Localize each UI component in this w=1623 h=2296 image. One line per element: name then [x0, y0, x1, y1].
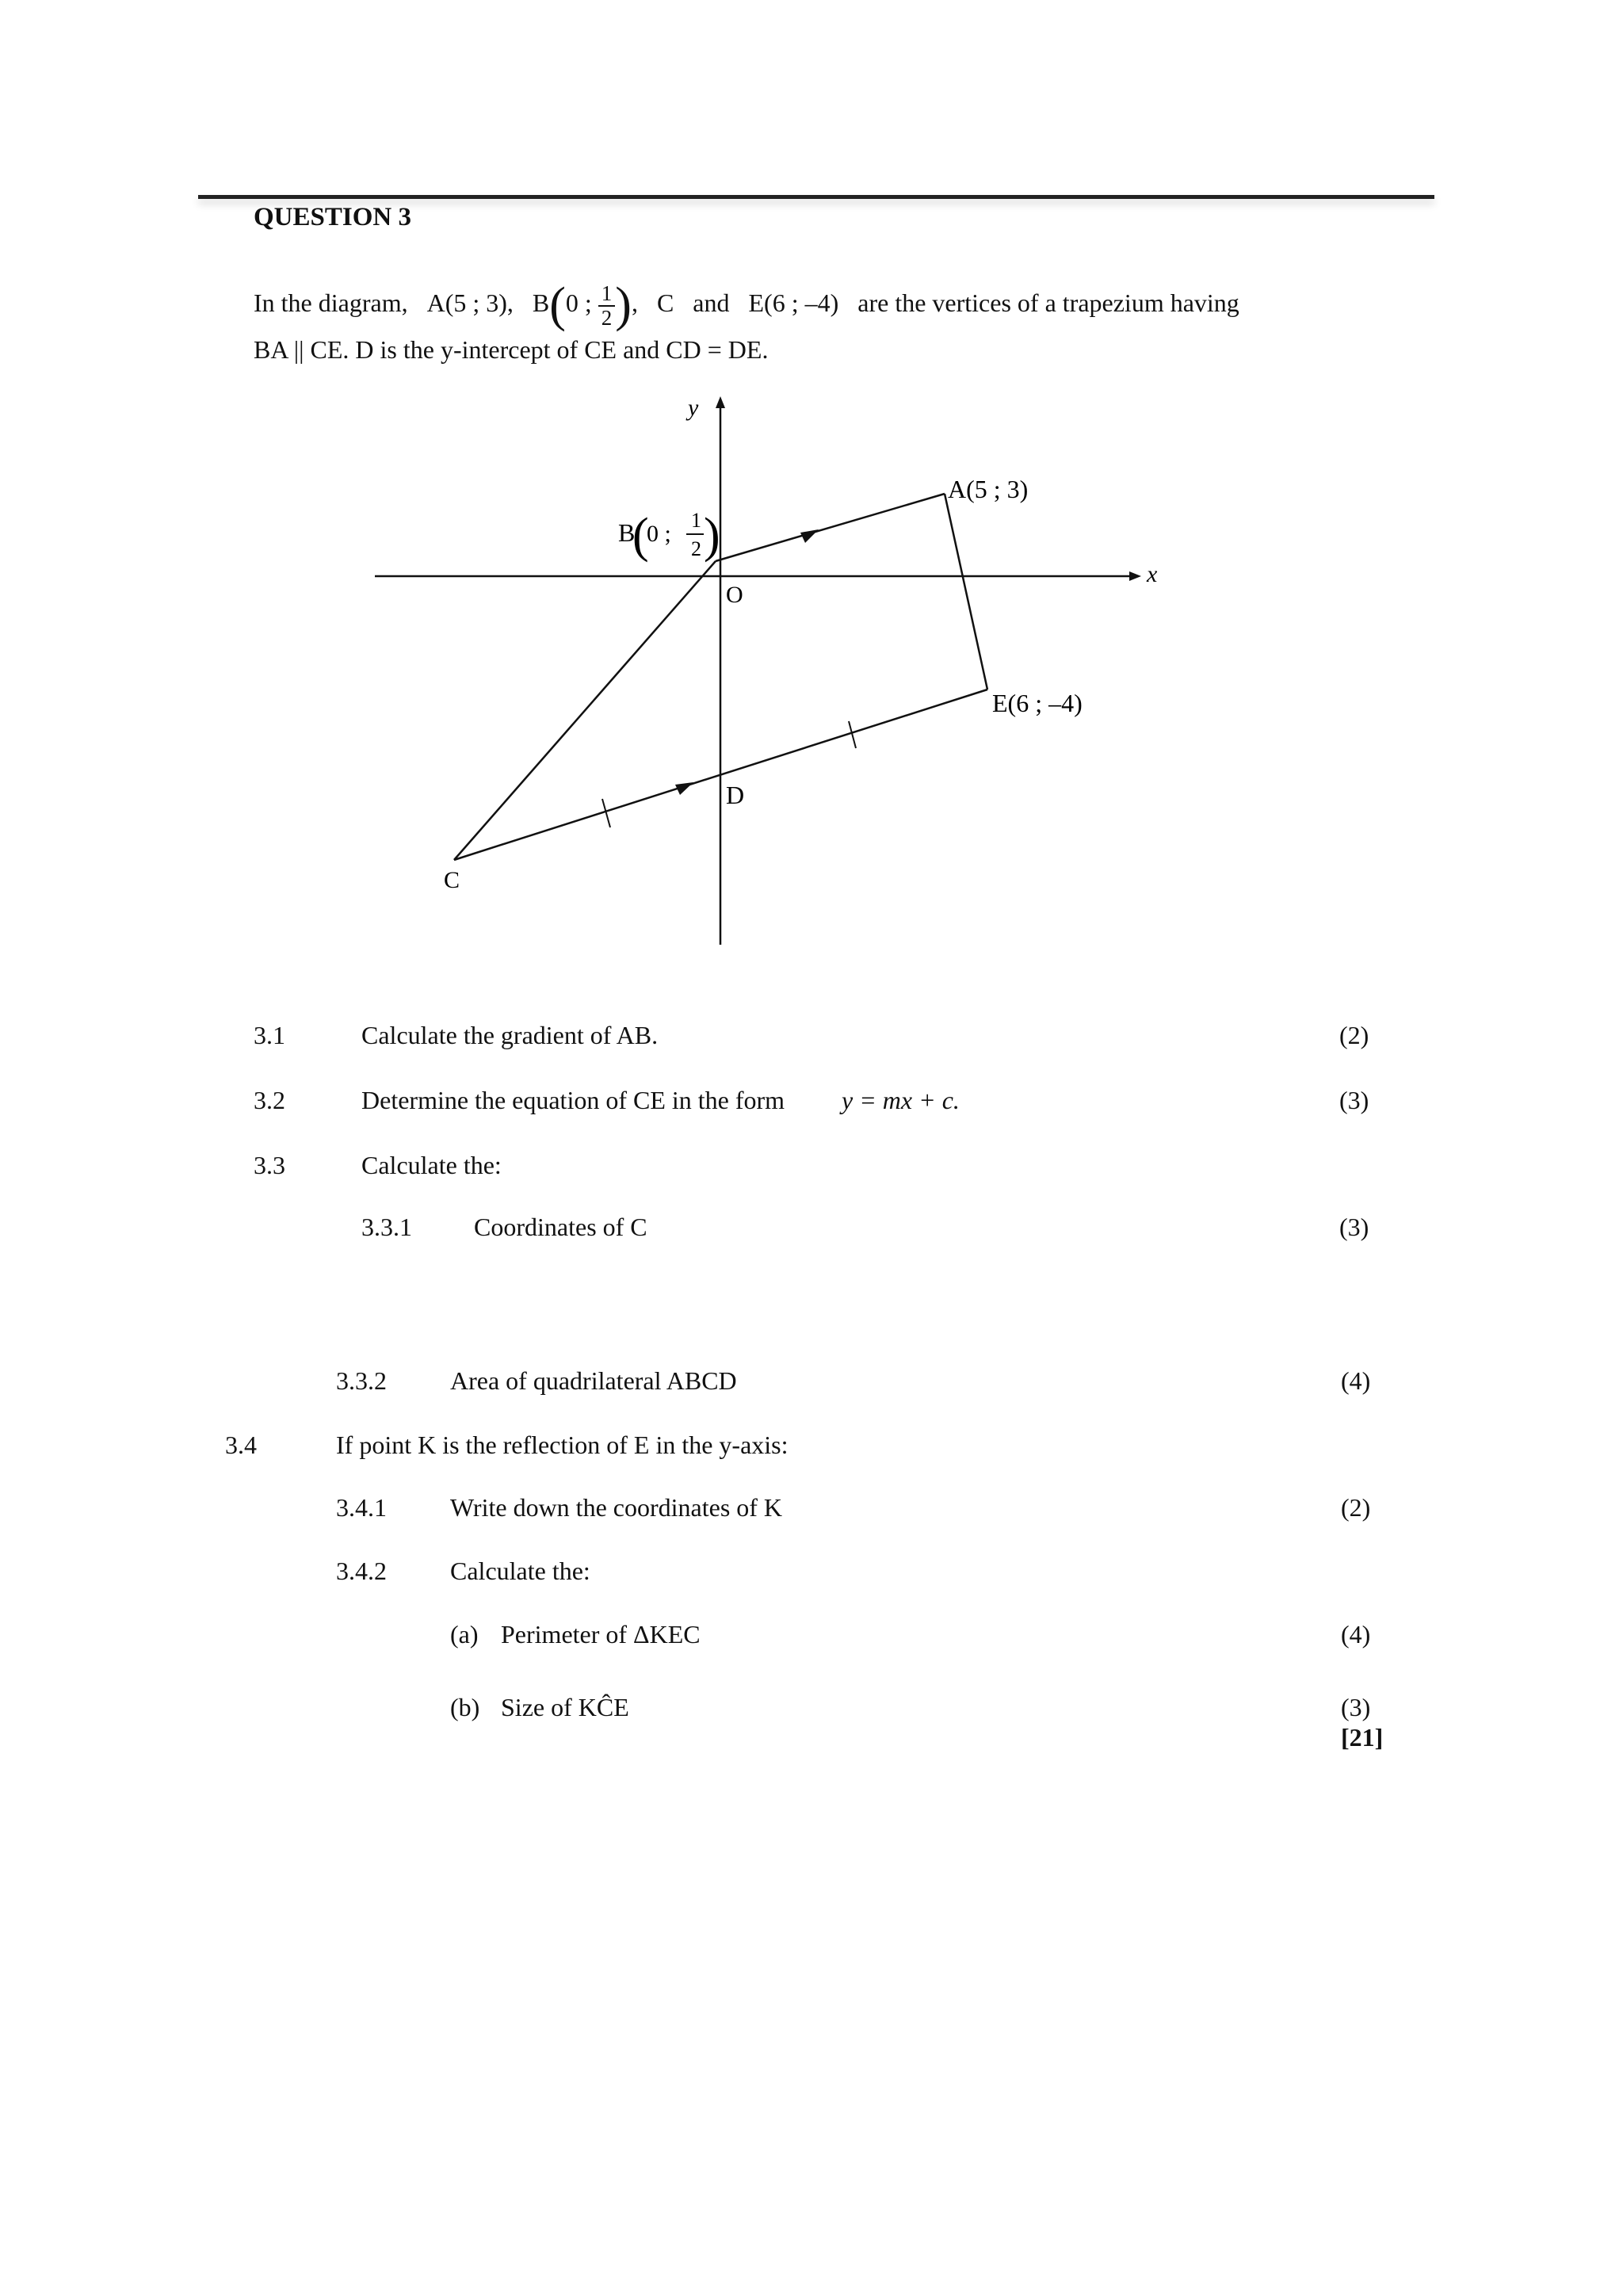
q-text: Area of quadrilateral ABCD	[450, 1366, 737, 1395]
q-text: Coordinates of C	[474, 1213, 647, 1241]
label-d: D	[726, 781, 745, 809]
q-text: Calculate the gradient of AB.	[361, 1021, 659, 1049]
q-number: (a)	[450, 1620, 479, 1648]
x-axis-arrow-icon	[1129, 571, 1141, 581]
intro-point-b-x: 0 ;	[565, 288, 592, 317]
y-axis-arrow-icon	[716, 396, 725, 408]
q-marks: (2)	[1341, 1493, 1371, 1522]
intro-point-c: C	[656, 288, 674, 317]
intro-point-e: E(6 ; –4)	[748, 288, 839, 317]
q-text: Size of KĈE	[501, 1693, 629, 1721]
parallel-arrow-icon	[800, 529, 819, 543]
total-marks: [21]	[1341, 1723, 1384, 1752]
left-paren: (	[549, 278, 566, 332]
side-ae	[945, 494, 987, 690]
intro-point-b: B	[532, 288, 550, 317]
fraction-half: $\frac{1}{2}$	[598, 282, 616, 329]
intro-line-2: BA || CE. D is the y-intercept of CE and CD = DE.	[254, 335, 769, 364]
q-number: (b)	[450, 1693, 480, 1721]
q-number: 3.1	[254, 1021, 285, 1049]
side-cb	[454, 561, 716, 860]
q-text: Calculate the:	[450, 1557, 590, 1585]
label-e: E(6 ; –4)	[992, 689, 1083, 717]
intro-and: and	[693, 288, 730, 317]
q-text: Write down the coordinates of K	[450, 1493, 783, 1522]
q-number: 3.3	[254, 1151, 285, 1179]
q-text: Calculate the:	[361, 1151, 502, 1179]
label-b-den: 2	[691, 537, 701, 560]
q-marks: (3)	[1339, 1213, 1369, 1241]
label-b-x: 0 ;	[647, 521, 671, 547]
q-text: If point K is the reflection of E in the y-axis:	[336, 1431, 789, 1459]
q-number: 3.2	[254, 1086, 285, 1114]
q-marks: (4)	[1341, 1366, 1371, 1395]
label-a: A(5 ; 3)	[948, 475, 1029, 503]
y-axis-label: y	[688, 395, 699, 421]
q-marks: (4)	[1341, 1620, 1371, 1648]
side-ba	[716, 494, 945, 561]
question-heading: QUESTION 3	[254, 203, 411, 231]
comma: ,	[631, 288, 638, 317]
label-o: O	[726, 582, 743, 608]
parallel-arrow-icon	[675, 782, 693, 795]
q-text: Perimeter of ΔKEC	[501, 1620, 701, 1648]
label-b-left-paren: (	[632, 509, 649, 563]
right-paren: )	[615, 278, 632, 332]
label-c: C	[444, 867, 460, 893]
x-axis-label: x	[1147, 561, 1158, 587]
q-formula: y = mx + c.	[842, 1086, 960, 1114]
q-number: 3.3.2	[336, 1366, 387, 1395]
intro-text: In the diagram,	[254, 288, 408, 317]
q-number: 3.4.2	[336, 1557, 387, 1585]
label-b: B	[618, 518, 636, 547]
intro-point-a: A(5 ; 3),	[426, 288, 514, 317]
q-number: 3.4	[225, 1431, 257, 1459]
label-b-right-paren: )	[704, 509, 720, 563]
q-text: Determine the equation of CE in the form	[361, 1086, 785, 1114]
q-marks: (3)	[1339, 1086, 1369, 1114]
label-b-num: 1	[691, 509, 701, 532]
q-number: 3.3.1	[361, 1213, 412, 1241]
q-number: 3.4.1	[336, 1493, 387, 1522]
equal-tick-de	[849, 721, 856, 748]
q-marks: (2)	[1339, 1021, 1369, 1049]
intro-text-end: are the vertices of a trapezium having	[857, 288, 1239, 317]
q-marks: (3)	[1341, 1693, 1371, 1721]
